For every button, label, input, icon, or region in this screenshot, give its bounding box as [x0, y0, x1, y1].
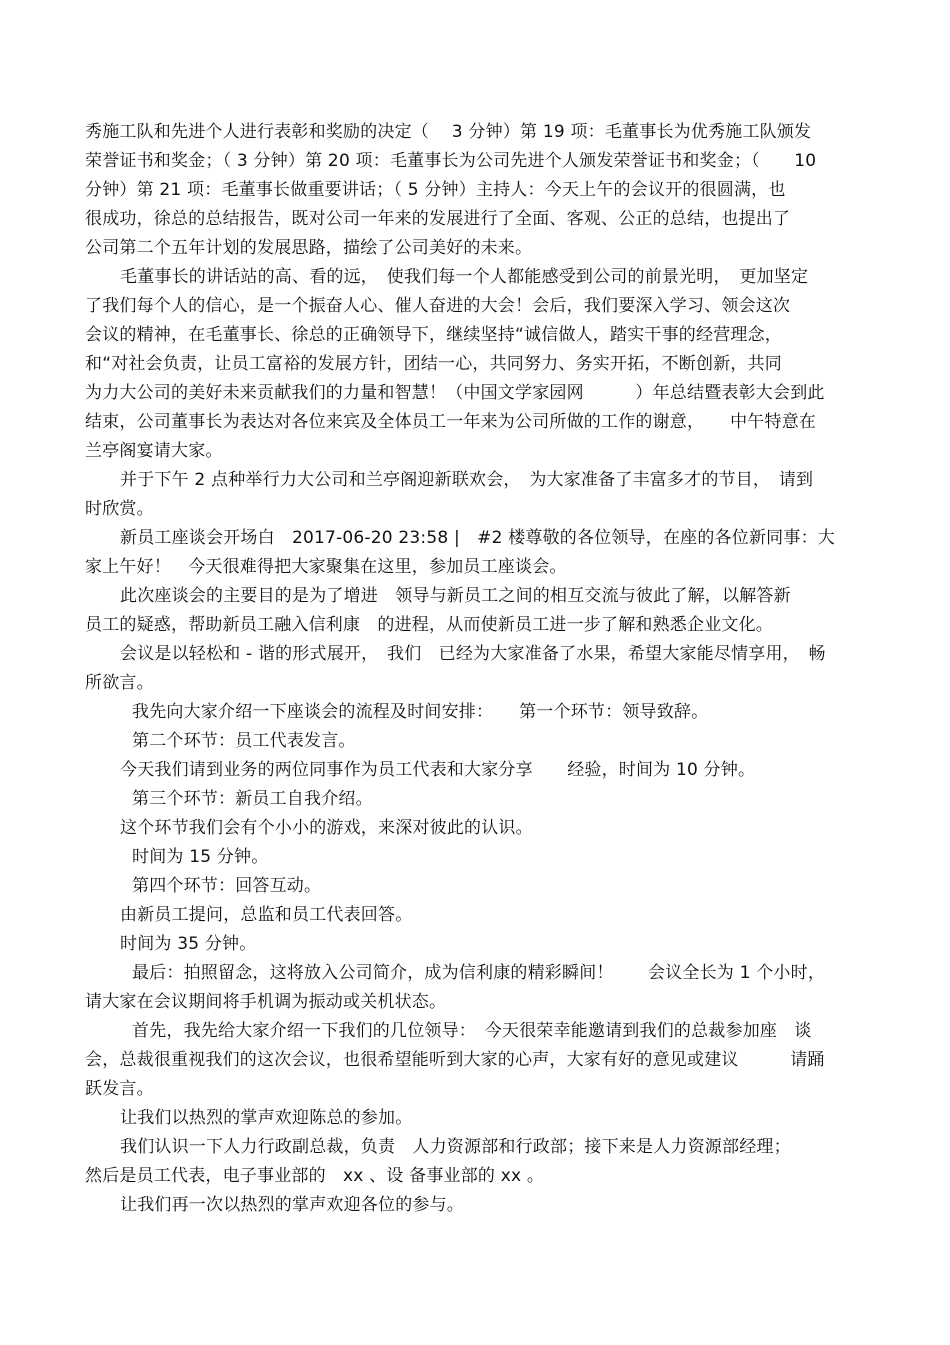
text-line: 荣誉证书和奖金；（ 3 分钟）第 20 项：毛董事长为公司先进个人颁发荣誉证书和奖金；（ 10 — [85, 151, 817, 171]
text-line: 和“对社会负责，让员工富裕的发展方针，团结一心，共同努力、务实开拓，不断创新，共同 — [85, 354, 783, 374]
text-line: 会议是以轻松和 - 谐的形式展开， 我们 已经为大家准备了水果，希望大家能尽情享用， 畅 — [120, 644, 826, 664]
text-line: 由新员工提问，总监和员工代表回答。 — [120, 905, 413, 925]
text-line: 家上午好！ 今天很难得把大家聚集在这里，参加员工座谈会。 — [85, 557, 567, 577]
text-line: 第二个环节：员工代表发言。 — [132, 731, 356, 751]
text-line: 会，总裁很重视我们的这次会议，也很希望能听到大家的心声，大家有好的意见或建议 请踊 — [85, 1050, 825, 1070]
text-line: 跃发言。 — [85, 1079, 154, 1099]
text-line: 第三个环节：新员工自我介绍。 — [132, 789, 373, 809]
text-line: 了我们每个人的信心，是一个振奋人心、催人奋进的大会！会后，我们要深入学习、领会这次 — [85, 296, 791, 316]
text-line: 毛董事长的讲话站的高、看的远， 使我们每一个人都能感受到公司的前景光明， 更加坚定 — [120, 267, 809, 287]
text-line: 我们认识一下人力行政副总裁，负责 人力资源部和行政部；接下来是人力资源部经理； — [120, 1137, 791, 1157]
text-line: 公司第二个五年计划的发展思路，描绘了公司美好的未来。 — [85, 238, 533, 258]
text-line: 秀施工队和先进个人进行表彰和奖励的决定（ 3 分钟）第 19 项：毛董事长为优秀施工队颁发 — [85, 122, 812, 142]
text-line: 新员工座谈会开场白 2017-06-20 23:58 | #2 楼尊敬的各位领导，在座的各位新同事：大 — [120, 528, 835, 548]
text-line: 首先，我先给大家介绍一下我们的几位领导： 今天很荣幸能邀请到我们的总裁参加座 谈 — [132, 1021, 812, 1041]
text-line: 很成功，徐总的总结报告，既对公司一年来的发展进行了全面、客观、公正的总结，也提出了 — [85, 209, 791, 229]
text-line: 员工的疑惑，帮助新员工融入信利康 的进程，从而使新员工进一步了解和熟悉企业文化。 — [85, 615, 773, 635]
text-line: 请大家在会议期间将手机调为振动或关机状态。 — [85, 992, 447, 1012]
text-line: 然后是员工代表，电子事业部的 xx 、设 备事业部的 xx 。 — [85, 1166, 545, 1186]
text-line: 并于下午 2 点种举行力大公司和兰亭阁迎新联欢会， 为大家准备了丰富多才的节目， 请到 — [120, 470, 814, 490]
text-line: 我先向大家介绍一下座谈会的流程及时间安排： 第一个环节：领导致辞。 — [132, 702, 709, 722]
text-line: 此次座谈会的主要目的是为了增进 领导与新员工之间的相互交流与彼此了解，以解答新 — [120, 586, 791, 606]
text-line: 兰亭阁宴请大家。 — [85, 441, 223, 461]
text-line: 今天我们请到业务的两位同事作为员工代表和大家分享 经验，时间为 10 分钟。 — [120, 760, 756, 780]
text-line: 让我们以热烈的掌声欢迎陈总的参加。 — [120, 1108, 413, 1128]
text-line: 为力大公司的美好未来贡献我们的力量和智慧！（中国文学家园网 ）年总结暨表彰大会到此 — [85, 383, 825, 403]
text-line: 让我们再一次以热烈的掌声欢迎各位的参与。 — [120, 1195, 464, 1215]
text-line: 第四个环节：回答互动。 — [132, 876, 322, 896]
text-line: 时欣赏。 — [85, 499, 154, 519]
text-line: 时间为 15 分钟。 — [132, 847, 269, 867]
text-line: 所欲言。 — [85, 673, 154, 693]
text-line: 时间为 35 分钟。 — [120, 934, 257, 954]
text-line: 会议的精神，在毛董事长、徐总的正确领导下，继续坚持“诚信做人，踏实干事的经营理念， — [85, 325, 783, 345]
text-line: 这个环节我们会有个小小的游戏，来深对彼此的认识。 — [120, 818, 533, 838]
text-line: 结束，公司董事长为表达对各位来宾及全体员工一年来为公司所做的工作的谢意， 中午特意在 — [85, 412, 817, 432]
text-line: 最后：拍照留念，这将放入公司简介，成为信利康的精彩瞬间！ 会议全长为 1 个小时， — [132, 963, 826, 983]
text-line: 分钟）第 21 项：毛董事长做重要讲话；（ 5 分钟）主持人：今天上午的会议开的很圆满，也 — [85, 180, 786, 200]
